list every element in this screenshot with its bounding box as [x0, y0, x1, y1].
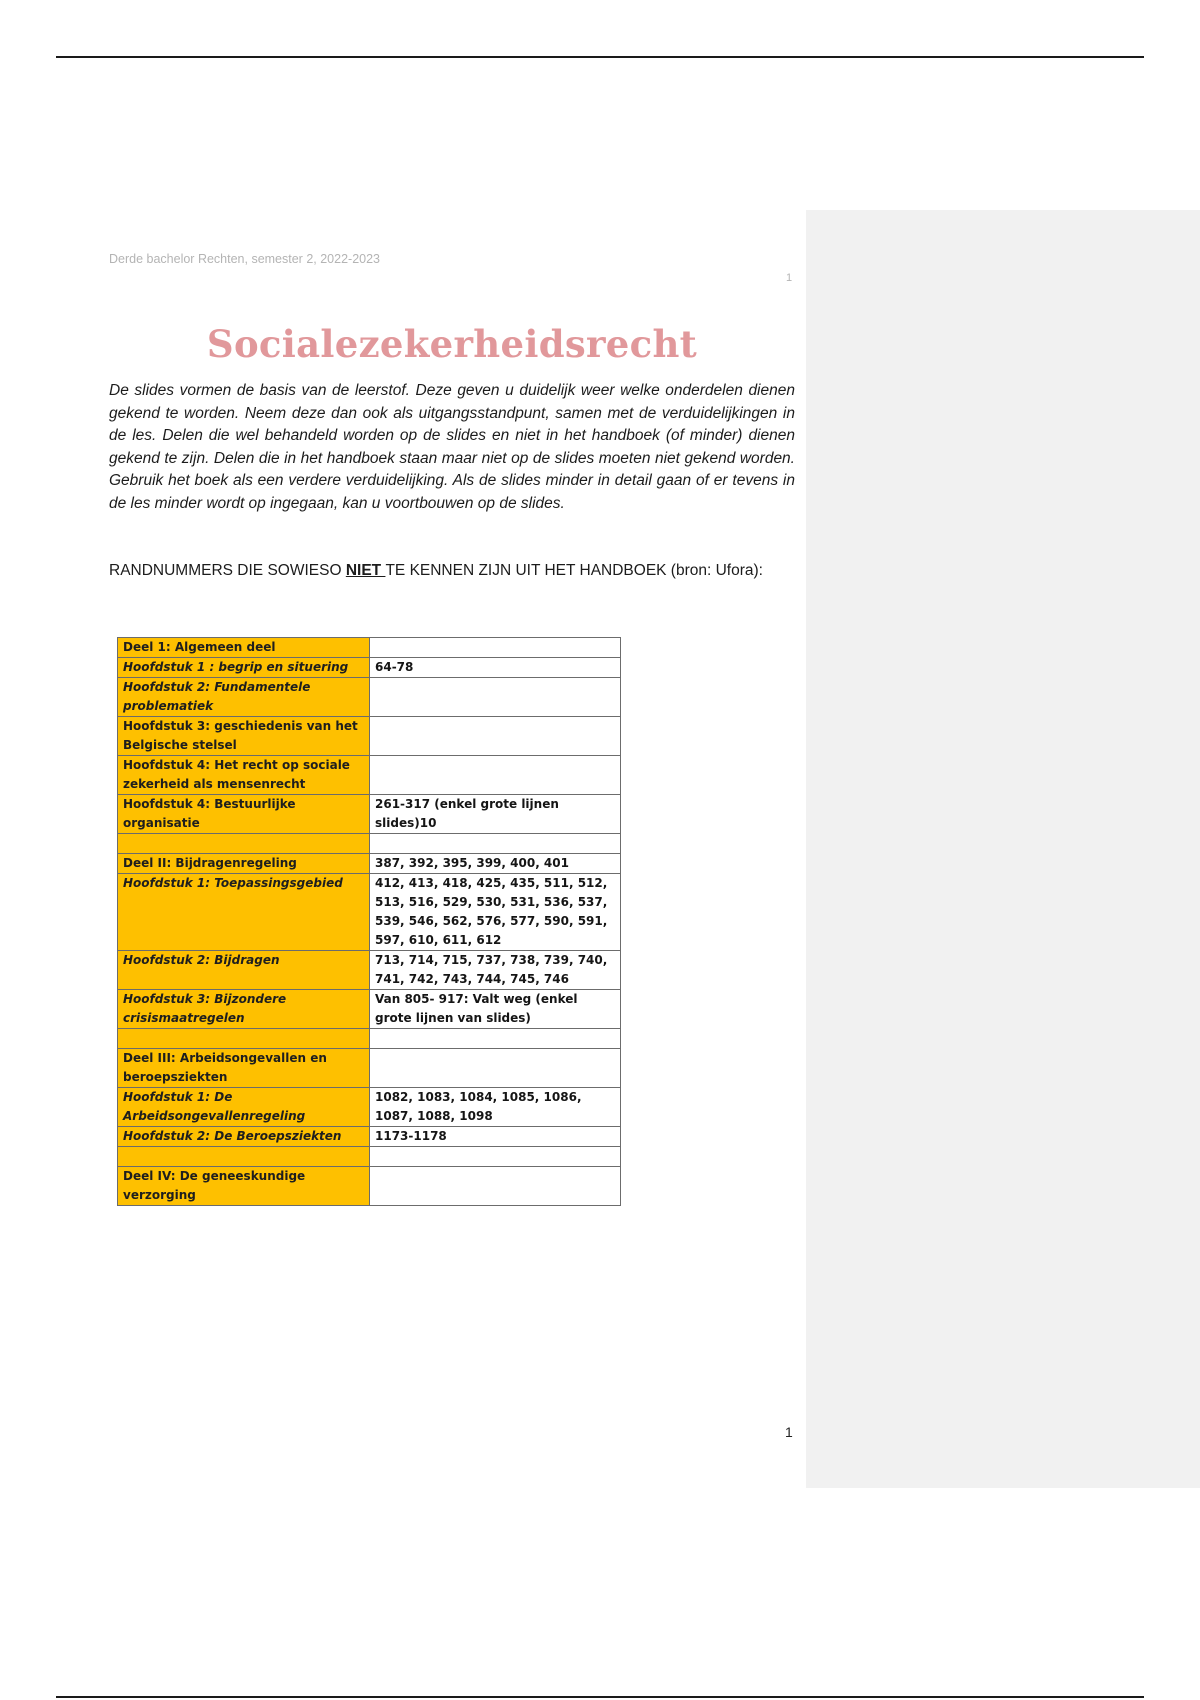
row-value: 64-78 [370, 658, 621, 678]
row-value [370, 1167, 621, 1206]
table-row [118, 854, 621, 874]
row-value: Van 805- 917: Valt weg (enkel grote lijnen van slides) [370, 990, 621, 1029]
header-page-number: 1 [786, 272, 793, 284]
notice-text-before: RANDNUMMERS DIE SOWIESO [109, 562, 346, 579]
notice-text-after: TE KENNEN ZIJN UIT HET HANDBOEK (bron: Ufora): [385, 562, 763, 579]
row-value [370, 756, 621, 795]
table-row-spacer [118, 1147, 621, 1167]
row-label: Hoofdstuk 3: geschiedenis van het Belgische stelsel [118, 717, 370, 756]
row-value [370, 1049, 621, 1088]
row-label [118, 1147, 370, 1167]
table-row [118, 638, 621, 658]
table-row-spacer [118, 834, 621, 854]
row-value: 412, 413, 418, 425, 435, 511, 512, 513, 516, 529, 530, 531, 536, 537, 539, 546, 562, 576, 577, 590, 591, 597, 610, 611, 612 [370, 874, 621, 951]
table-row [118, 678, 621, 717]
row-label: Hoofdstuk 2: Bijdragen [118, 951, 370, 990]
running-header: Derde bachelor Rechten, semester 2, 2022-2023 [109, 252, 380, 266]
row-value: 1173-1178 [370, 1127, 621, 1147]
row-value [370, 717, 621, 756]
row-label [118, 834, 370, 854]
row-label: Deel IV: De geneeskundige verzorging [118, 1167, 370, 1206]
bottom-rule [56, 1696, 1144, 1698]
top-rule [56, 56, 1144, 58]
table-row [118, 990, 621, 1029]
row-label: Hoofdstuk 4: Het recht op sociale zekerheid als mensenrecht [118, 756, 370, 795]
notice-paragraph [109, 560, 795, 583]
document-title: Socialezekerheidsrecht [206, 322, 698, 366]
row-label: Hoofdstuk 4: Bestuurlijke organisatie [118, 795, 370, 834]
table-row [118, 1127, 621, 1147]
comment-margin-pane [806, 210, 1200, 1488]
row-label: Deel III: Arbeidsongevallen en beroepsziekten [118, 1049, 370, 1088]
table-row [118, 1049, 621, 1088]
footer-page-number: 1 [785, 1424, 793, 1440]
row-label [118, 1029, 370, 1049]
notice-emphasis: NIET [345, 562, 386, 579]
row-value: 387, 392, 395, 399, 400, 401 [370, 854, 621, 874]
row-label: Deel 1: Algemeen deel [118, 638, 370, 658]
row-label: Hoofdstuk 1: De Arbeidsongevallenregeling [118, 1088, 370, 1127]
row-value [370, 678, 621, 717]
intro-paragraph: De slides vormen de basis van de leerstof. Deze geven u duidelijk weer welke onderdelen dienen gekend te worden. Neem deze dan ook als uitgangsstandpunt, samen met de verduidelijkingen in de les. Delen die wel behandeld worden op de slides en niet in het handboek (of minder) dienen gekend te zijn. Delen die in het handboek staan maar niet op de slides moeten niet gekend worden. Gebruik het boek als een verdere verduidelijking. Als de slides minder in detail gaan of er tevens in de les minder wordt op ingegaan, kan u voortbouwen op de slides. [109, 382, 795, 512]
table-row [118, 756, 621, 795]
table-row [118, 874, 621, 951]
table-row [118, 1167, 621, 1206]
randnummers-table [117, 637, 621, 1206]
table-row [118, 658, 621, 678]
row-value: 261-317 (enkel grote lijnen slides)10 [370, 795, 621, 834]
table-row [118, 1088, 621, 1127]
row-value: 713, 714, 715, 737, 738, 739, 740, 741, 742, 743, 744, 745, 746 [370, 951, 621, 990]
table-row [118, 951, 621, 990]
table-row [118, 795, 621, 834]
row-label: Hoofdstuk 2: Fundamentele problematiek [118, 678, 370, 717]
row-value [370, 834, 621, 854]
row-value: 1082, 1083, 1084, 1085, 1086, 1087, 1088, 1098 [370, 1088, 621, 1127]
table-row [118, 717, 621, 756]
row-value [370, 1029, 621, 1049]
row-label: Hoofdstuk 1: Toepassingsgebied [118, 874, 370, 951]
row-label: Hoofdstuk 2: De Beroepsziekten [118, 1127, 370, 1147]
row-label: Hoofdstuk 3: Bijzondere crisismaatregelen [118, 990, 370, 1029]
row-label: Hoofdstuk 1 : begrip en situering [118, 658, 370, 678]
row-value [370, 1147, 621, 1167]
table-row-spacer [118, 1029, 621, 1049]
row-value [370, 638, 621, 658]
row-label: Deel II: Bijdragenregeling [118, 854, 370, 874]
